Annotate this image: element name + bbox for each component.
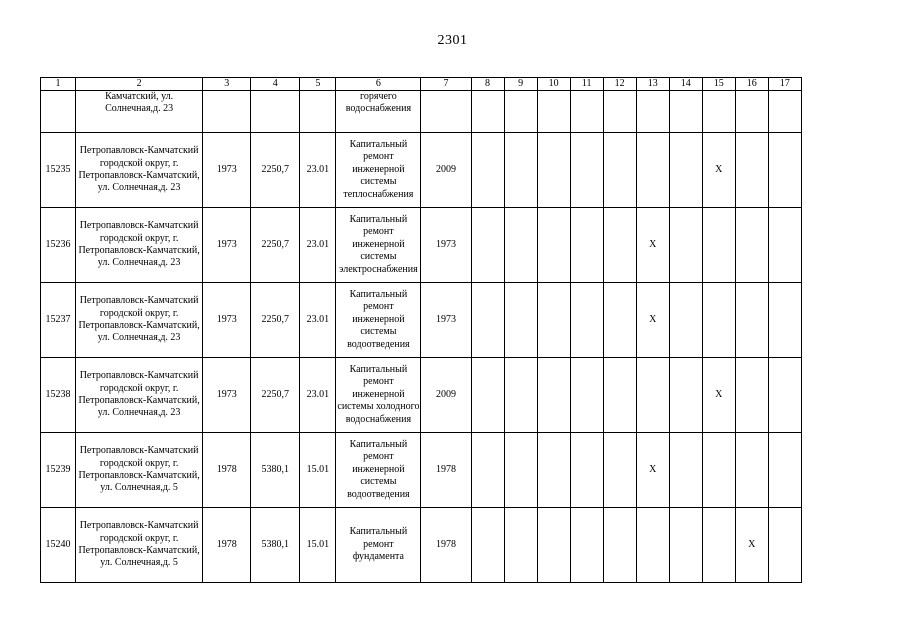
cell-year-built: 1978 xyxy=(203,433,251,508)
cell-year-built xyxy=(203,91,251,133)
column-number-7: 7 xyxy=(421,78,471,91)
cell-code: 23.01 xyxy=(300,133,336,208)
column-number-13: 13 xyxy=(636,78,669,91)
cell-empty xyxy=(735,91,768,133)
cell-id: 15239 xyxy=(41,433,76,508)
cell-area: 5380,1 xyxy=(251,433,300,508)
cell-empty xyxy=(603,133,636,208)
cell-empty xyxy=(603,508,636,583)
column-number-3: 3 xyxy=(203,78,251,91)
cell-empty xyxy=(669,133,702,208)
cell-year: 2009 xyxy=(421,358,471,433)
cell-empty xyxy=(702,508,735,583)
cell-empty xyxy=(603,433,636,508)
cell-empty xyxy=(768,91,801,133)
cell-empty xyxy=(702,433,735,508)
table-row xyxy=(41,508,802,583)
cell-work: Капитальный ремонт инженерной системы холодного водоснабжения xyxy=(336,358,421,433)
table-row xyxy=(41,433,802,508)
cell-empty xyxy=(735,208,768,283)
cell-empty xyxy=(702,91,735,133)
cell-code: 23.01 xyxy=(300,283,336,358)
cell-area: 2250,7 xyxy=(251,133,300,208)
column-number-9: 9 xyxy=(504,78,537,91)
continuation-row xyxy=(41,91,802,133)
cell-empty xyxy=(603,283,636,358)
cell-year: 1978 xyxy=(421,508,471,583)
cell-mark: X xyxy=(636,283,669,358)
cell-empty xyxy=(504,91,537,133)
cell-work: горячего водоснабжения xyxy=(336,91,421,133)
cell-empty xyxy=(471,91,504,133)
table-row xyxy=(41,283,802,358)
cell-empty xyxy=(570,91,603,133)
cell-address: Петропавловск-Камчатский городской округ, г. Петропавловск-Камчатский, ул. Солнечная,д. 5 xyxy=(76,433,203,508)
cell-year: 2009 xyxy=(421,133,471,208)
cell-area xyxy=(251,91,300,133)
cell-empty xyxy=(603,358,636,433)
column-number-5: 5 xyxy=(300,78,336,91)
cell-work: Капитальный ремонт инженерной системы электроснабжения xyxy=(336,208,421,283)
column-number-16: 16 xyxy=(735,78,768,91)
cell-year-built: 1978 xyxy=(203,508,251,583)
cell-mark: X xyxy=(735,508,768,583)
cell-empty xyxy=(669,283,702,358)
cell-empty xyxy=(636,133,669,208)
cell-code: 23.01 xyxy=(300,358,336,433)
cell-empty xyxy=(537,283,570,358)
cell-area: 2250,7 xyxy=(251,208,300,283)
cell-empty xyxy=(504,433,537,508)
register-table xyxy=(40,77,802,583)
cell-empty xyxy=(768,433,801,508)
column-number-6: 6 xyxy=(336,78,421,91)
cell-code: 23.01 xyxy=(300,208,336,283)
cell-empty xyxy=(603,91,636,133)
cell-year xyxy=(421,91,471,133)
cell-id: 15238 xyxy=(41,358,76,433)
cell-address: Петропавловск-Камчатский городской округ, г. Петропавловск-Камчатский, ул. Солнечная,д. 23 xyxy=(76,358,203,433)
cell-empty xyxy=(471,508,504,583)
cell-year: 1973 xyxy=(421,208,471,283)
column-number-17: 17 xyxy=(768,78,801,91)
cell-year-built: 1973 xyxy=(203,358,251,433)
cell-area: 2250,7 xyxy=(251,283,300,358)
cell-empty xyxy=(669,208,702,283)
cell-empty xyxy=(537,91,570,133)
table-row xyxy=(41,208,802,283)
column-number-2: 2 xyxy=(76,78,203,91)
cell-empty xyxy=(735,133,768,208)
cell-work: Капитальный ремонт инженерной системы водоотведения xyxy=(336,283,421,358)
cell-empty xyxy=(603,208,636,283)
cell-empty xyxy=(570,208,603,283)
cell-empty xyxy=(768,283,801,358)
cell-empty xyxy=(768,208,801,283)
cell-year-built: 1973 xyxy=(203,283,251,358)
cell-empty xyxy=(735,358,768,433)
cell-empty xyxy=(471,433,504,508)
column-number-14: 14 xyxy=(669,78,702,91)
cell-empty xyxy=(735,283,768,358)
cell-empty xyxy=(504,133,537,208)
cell-empty xyxy=(471,133,504,208)
cell-empty xyxy=(702,208,735,283)
cell-empty xyxy=(768,508,801,583)
cell-empty xyxy=(537,358,570,433)
cell-id: 15235 xyxy=(41,133,76,208)
table-row xyxy=(41,358,802,433)
cell-work: Капитальный ремонт инженерной системы теплоснабжения xyxy=(336,133,421,208)
cell-empty xyxy=(471,358,504,433)
cell-year-built: 1973 xyxy=(203,208,251,283)
column-number-10: 10 xyxy=(537,78,570,91)
cell-mark: X xyxy=(702,133,735,208)
cell-empty xyxy=(504,508,537,583)
column-number-11: 11 xyxy=(570,78,603,91)
cell-empty xyxy=(570,283,603,358)
column-number-8: 8 xyxy=(471,78,504,91)
cell-empty xyxy=(768,133,801,208)
cell-address: Петропавловск-Камчатский городской округ, г. Петропавловск-Камчатский, ул. Солнечная,д. 23 xyxy=(76,283,203,358)
cell-empty xyxy=(570,358,603,433)
cell-code: 15.01 xyxy=(300,433,336,508)
cell-year: 1973 xyxy=(421,283,471,358)
cell-empty xyxy=(636,508,669,583)
cell-empty xyxy=(537,433,570,508)
cell-year-built: 1973 xyxy=(203,133,251,208)
cell-empty xyxy=(570,433,603,508)
cell-empty xyxy=(504,283,537,358)
cell-empty xyxy=(471,208,504,283)
column-number-4: 4 xyxy=(251,78,300,91)
cell-work: Капитальный ремонт фундамента xyxy=(336,508,421,583)
cell-area: 5380,1 xyxy=(251,508,300,583)
cell-address: Петропавловск-Камчатский городской округ, г. Петропавловск-Камчатский, ул. Солнечная,д. 5 xyxy=(76,508,203,583)
cell-empty xyxy=(504,358,537,433)
cell-empty xyxy=(537,208,570,283)
cell-empty xyxy=(669,358,702,433)
cell-id xyxy=(41,91,76,133)
cell-empty xyxy=(636,358,669,433)
table-row xyxy=(41,133,802,208)
cell-area: 2250,7 xyxy=(251,358,300,433)
cell-empty xyxy=(471,283,504,358)
cell-empty xyxy=(537,508,570,583)
cell-code xyxy=(300,91,336,133)
cell-empty xyxy=(669,508,702,583)
cell-empty xyxy=(669,91,702,133)
column-number-12: 12 xyxy=(603,78,636,91)
cell-empty xyxy=(570,508,603,583)
cell-id: 15236 xyxy=(41,208,76,283)
cell-empty xyxy=(702,283,735,358)
cell-empty xyxy=(768,358,801,433)
cell-empty xyxy=(537,133,570,208)
column-number-15: 15 xyxy=(702,78,735,91)
cell-empty xyxy=(735,433,768,508)
cell-empty xyxy=(669,433,702,508)
cell-address: Петропавловск-Камчатский городской округ, г. Петропавловск-Камчатский, ул. Солнечная,д. 23 xyxy=(76,208,203,283)
cell-mark: X xyxy=(636,208,669,283)
column-number-1: 1 xyxy=(41,78,76,91)
cell-mark: X xyxy=(702,358,735,433)
cell-id: 15240 xyxy=(41,508,76,583)
cell-address: Камчатский, ул. Солнечная,д. 23 xyxy=(76,91,203,133)
cell-empty xyxy=(570,133,603,208)
cell-id: 15237 xyxy=(41,283,76,358)
cell-code: 15.01 xyxy=(300,508,336,583)
cell-year: 1978 xyxy=(421,433,471,508)
cell-work: Капитальный ремонт инженерной системы водоотведения xyxy=(336,433,421,508)
page-number: 2301 xyxy=(437,33,468,48)
cell-empty xyxy=(636,91,669,133)
column-number-row xyxy=(41,78,802,91)
cell-address: Петропавловск-Камчатский городской округ, г. Петропавловск-Камчатский, ул. Солнечная,д. 23 xyxy=(76,133,203,208)
cell-mark: X xyxy=(636,433,669,508)
cell-empty xyxy=(504,208,537,283)
